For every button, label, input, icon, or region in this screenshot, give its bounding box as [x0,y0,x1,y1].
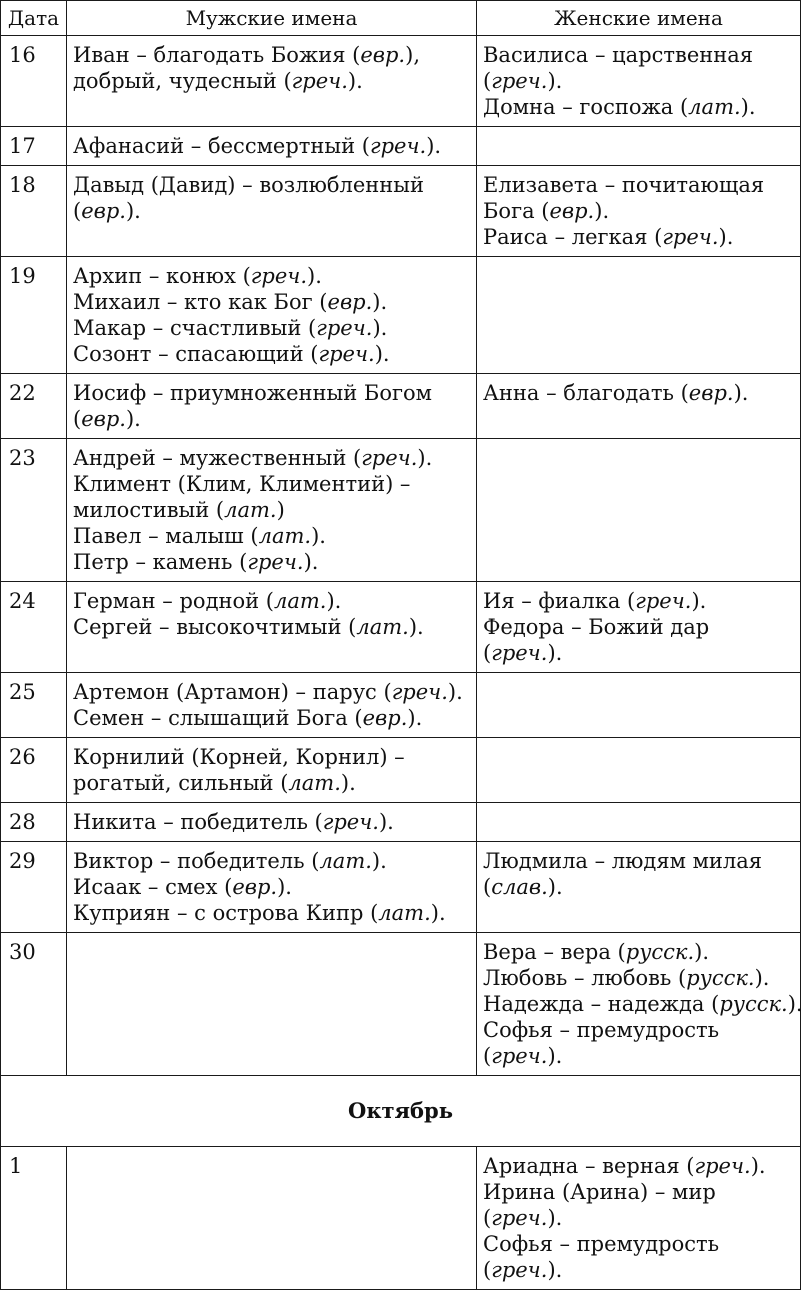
entry-text: ). [787,992,803,1016]
female-names-cell [477,803,801,842]
entry-text: ( [73,407,82,431]
entry-text: ). [547,1206,563,1230]
origin-abbrev: лат. [356,615,409,639]
male-names-cell [67,738,477,803]
entry-text: Климент (Клим, Климентий) – [73,472,411,496]
entry-text: Любовь – любовь ( [483,966,687,990]
name-entry-line [73,133,470,159]
name-entry-line [483,991,803,1017]
name-entry-line [483,640,794,666]
date-cell: 28 [1,803,67,842]
entry-text: добрый, чудесный ( [73,69,292,93]
table-row [1,1147,801,1290]
name-entry-line [483,68,794,94]
origin-abbrev: греч. [291,69,348,93]
name-entry-line [73,263,470,289]
name-entry-line [73,497,470,523]
table-row [1,842,801,933]
entry-text: Герман – родной ( [73,589,274,613]
name-entry-line [73,809,470,835]
table-row [1,582,801,673]
entry-text: ). [407,706,423,730]
entry-text: ). [125,199,141,223]
female-names-cell [477,673,801,738]
name-entry-line [483,380,794,406]
male-names-cell [67,257,477,374]
origin-abbrev: лат. [274,589,327,613]
entry-text: ( [483,1044,492,1068]
date-cell: 18 [1,166,67,257]
entry-text: Афанасий – бессмертный ( [73,134,370,158]
entry-text: Иван – благодать Божия ( [73,43,361,67]
origin-abbrev: евр. [81,199,126,223]
female-names-cell [477,1147,801,1290]
entry-text: ( [483,1206,492,1230]
entry-text: Надежда – надежда ( [483,992,720,1016]
name-entry-line [73,471,470,497]
entry-text: ). [125,407,141,431]
entry-text: Давыд (Давид) – возлюбленный [73,173,424,197]
table-row [1,738,801,803]
entry-text: ). [378,810,394,834]
name-entry-line [483,1153,794,1179]
header-date: Дата [1,1,67,36]
name-entry-line [483,94,794,120]
origin-abbrev: греч. [491,69,548,93]
entry-text: ). [417,446,433,470]
entry-text: Созонт – спасающий ( [73,342,319,366]
origin-abbrev: русск. [719,992,788,1016]
entry-text: ). [307,264,322,288]
entry-text: Софья – премудрость [483,1018,720,1042]
table-row [1,374,801,439]
entry-text: ( [483,69,492,93]
entry-text: Виктор – победитель ( [73,849,320,873]
origin-abbrev: русск. [686,966,755,990]
date-cell: 24 [1,582,67,673]
entry-text: Василиса – царственная [483,43,754,67]
name-entry-line [483,1231,794,1257]
entry-text: ). [277,875,292,899]
name-entry-line [483,1043,794,1069]
origin-abbrev: лат. [378,901,431,925]
male-names-cell [67,803,477,842]
name-entry-line [73,705,470,731]
origin-abbrev: греч. [391,680,448,704]
entry-text: ( [483,1258,492,1282]
name-entry-line [483,848,794,874]
entry-text: ). [326,589,342,613]
name-entry-line [73,614,470,640]
name-entry-line [483,224,794,250]
male-names-cell [67,439,477,582]
name-entry-line [73,445,470,471]
entry-text: ). [408,615,424,639]
month-divider [1,1076,801,1147]
origin-abbrev: евр. [81,407,126,431]
entry-text: Ирина (Арина) – мир [483,1180,716,1204]
female-names-cell [477,374,801,439]
entry-text: ). [374,342,390,366]
table-row [1,673,801,738]
date-cell: 1 [1,1147,67,1290]
entry-text: ). [718,225,734,249]
origin-abbrev: евр. [688,381,734,405]
name-entry-line [483,1205,794,1231]
name-entry-line [483,939,794,965]
entry-text: ). [547,1258,563,1282]
entry-text: Иосиф – приумноженный Богом [73,381,432,405]
entry-text: ). [547,641,563,665]
name-entry-line [73,68,470,94]
entry-text: Павел – малыш ( [73,524,259,548]
name-entry-line [73,341,470,367]
name-entry-line [73,198,470,224]
entry-text: ). [371,849,387,873]
name-entry-line [483,614,794,640]
origin-abbrev: евр. [327,290,373,314]
name-entry-line [483,1017,794,1043]
entry-text: ) [276,498,285,522]
entry-text: Софья – премудрость [483,1232,720,1256]
entry-text: Домна – госпожа ( [483,95,689,119]
entry-text: милостивый ( [73,498,225,522]
entry-text: Сергей – высокочтимый ( [73,615,357,639]
female-names-cell [477,842,801,933]
entry-text: ). [691,589,707,613]
origin-abbrev: евр. [360,43,406,67]
male-names-cell [67,36,477,127]
female-names-cell [477,166,801,257]
entry-text: ). [347,69,363,93]
entry-text: Макар – счастливый ( [73,316,317,340]
entry-text: ). [750,1154,766,1178]
name-entry-line [73,848,470,874]
entry-text: Артемон (Артамон) – парус ( [73,680,392,704]
table-row [1,127,801,166]
origin-abbrev: греч. [250,264,308,288]
origin-abbrev: греч. [369,134,427,158]
origin-abbrev: греч. [247,550,304,574]
female-names-cell [477,582,801,673]
entry-text: ). [430,901,446,925]
entry-text: Людмила – людям милая [483,849,763,873]
entry-text: Ия – фиалка ( [483,589,636,613]
entry-text: ). [547,1044,563,1068]
entry-text: Корнилий (Корней, Корнил) – [73,745,405,769]
name-entry-line [483,172,794,198]
male-names-cell [67,582,477,673]
header-male: Мужские имена [67,1,477,36]
entry-text: Вера – вера ( [483,940,626,964]
name-entry-line [73,289,470,315]
origin-abbrev: греч. [491,641,548,665]
origin-abbrev: евр. [549,199,595,223]
entry-text: Раиса – легкая ( [483,225,663,249]
origin-abbrev: лат. [258,524,312,548]
name-entry-line [73,172,470,198]
entry-text: Анна – благодать ( [483,381,689,405]
date-cell: 19 [1,257,67,374]
name-entry-line [483,874,794,900]
entry-text: ). [733,381,749,405]
name-entry-line [483,588,794,614]
female-names-cell [477,439,801,582]
origin-abbrev: греч. [662,225,719,249]
date-cell: 22 [1,374,67,439]
entry-text: Андрей – мужественный ( [73,446,362,470]
table-row [1,803,801,842]
table-row [1,257,801,374]
header-row [1,1,801,36]
entry-text: ). [547,69,563,93]
name-entry-line [73,549,470,575]
origin-abbrev: греч. [361,446,418,470]
entry-text: Ариадна – верная ( [483,1154,695,1178]
name-entry-line [73,679,470,705]
table-row [1,933,801,1076]
name-entry-line [73,874,470,900]
name-entry-line [73,588,470,614]
origin-abbrev: евр. [362,706,408,730]
entry-text: Бога ( [483,199,550,223]
name-entry-line [73,770,470,796]
male-names-cell [67,933,477,1076]
entry-text: Петр – камень ( [73,550,248,574]
date-cell: 30 [1,933,67,1076]
entry-text: ). [372,316,388,340]
date-cell: 25 [1,673,67,738]
table-row [1,36,801,127]
name-entry-line [73,315,470,341]
female-names-cell [477,738,801,803]
name-entry-line [483,965,794,991]
origin-abbrev: евр. [232,875,278,899]
entry-text: ( [483,875,492,899]
table-row [1,166,801,257]
entry-text: ). [754,966,770,990]
entry-text: Михаил – кто как Бог ( [73,290,328,314]
entry-text: ). [447,680,463,704]
entry-text: ( [73,199,82,223]
table-row [1,439,801,582]
september-rows [1,36,801,1076]
origin-abbrev: слав. [491,875,548,899]
male-names-cell [67,673,477,738]
name-entry-line [73,406,470,432]
origin-abbrev: греч. [318,342,375,366]
entry-text: Куприян – с острова Кипр ( [73,901,379,925]
female-names-cell [477,127,801,166]
name-entry-line [483,198,794,224]
male-names-cell [67,1147,477,1290]
name-entry-line [73,744,470,770]
name-entry-line [483,1179,794,1205]
entry-text: ), [405,43,420,67]
male-names-cell [67,374,477,439]
origin-abbrev: греч. [635,589,692,613]
entry-text: ). [426,134,442,158]
name-entry-line [73,523,470,549]
female-names-cell [477,257,801,374]
entry-text: Елизавета – почитающая [483,173,765,197]
month-row [1,1076,801,1147]
entry-text: Федора – Божий дар [483,615,710,639]
male-names-cell [67,166,477,257]
name-entry-line [73,42,470,68]
header-female: Женские имена [477,1,801,36]
origin-abbrev: греч. [491,1258,548,1282]
name-entry-line [73,380,470,406]
october-rows [1,1147,801,1290]
entry-text: Архип – конюх ( [73,264,251,288]
entry-text: ). [740,95,756,119]
entry-text: ). [547,875,563,899]
month-title: Октябрь [1,1076,801,1147]
date-cell: 16 [1,36,67,127]
date-cell: 17 [1,127,67,166]
entry-text: ). [372,290,388,314]
origin-abbrev: греч. [491,1044,548,1068]
entry-text: рогатый, сильный ( [73,771,289,795]
origin-abbrev: русск. [625,940,695,964]
date-cell: 29 [1,842,67,933]
entry-text: ). [694,940,710,964]
origin-abbrev: греч. [322,810,379,834]
male-names-cell [67,842,477,933]
female-names-cell [477,933,801,1076]
origin-abbrev: лат. [319,849,372,873]
date-cell: 23 [1,439,67,582]
name-entry-line [73,900,470,926]
entry-text: ). [594,199,610,223]
entry-text: Никита – победитель ( [73,810,323,834]
origin-abbrev: лат. [688,95,741,119]
entry-text: ). [303,550,319,574]
entry-text: ( [483,641,492,665]
origin-abbrev: лат. [224,498,277,522]
date-cell: 26 [1,738,67,803]
male-names-cell [67,127,477,166]
origin-abbrev: греч. [694,1154,751,1178]
entry-text: ). [311,524,326,548]
name-entry-line [483,42,794,68]
entry-text: ). [340,771,356,795]
origin-abbrev: греч. [316,316,373,340]
entry-text: Семен – слышащий Бога ( [73,706,363,730]
entry-text: Исаак – смех ( [73,875,233,899]
name-entry-line [483,1257,794,1283]
origin-abbrev: греч. [491,1206,548,1230]
female-names-cell [477,36,801,127]
origin-abbrev: лат. [288,771,341,795]
